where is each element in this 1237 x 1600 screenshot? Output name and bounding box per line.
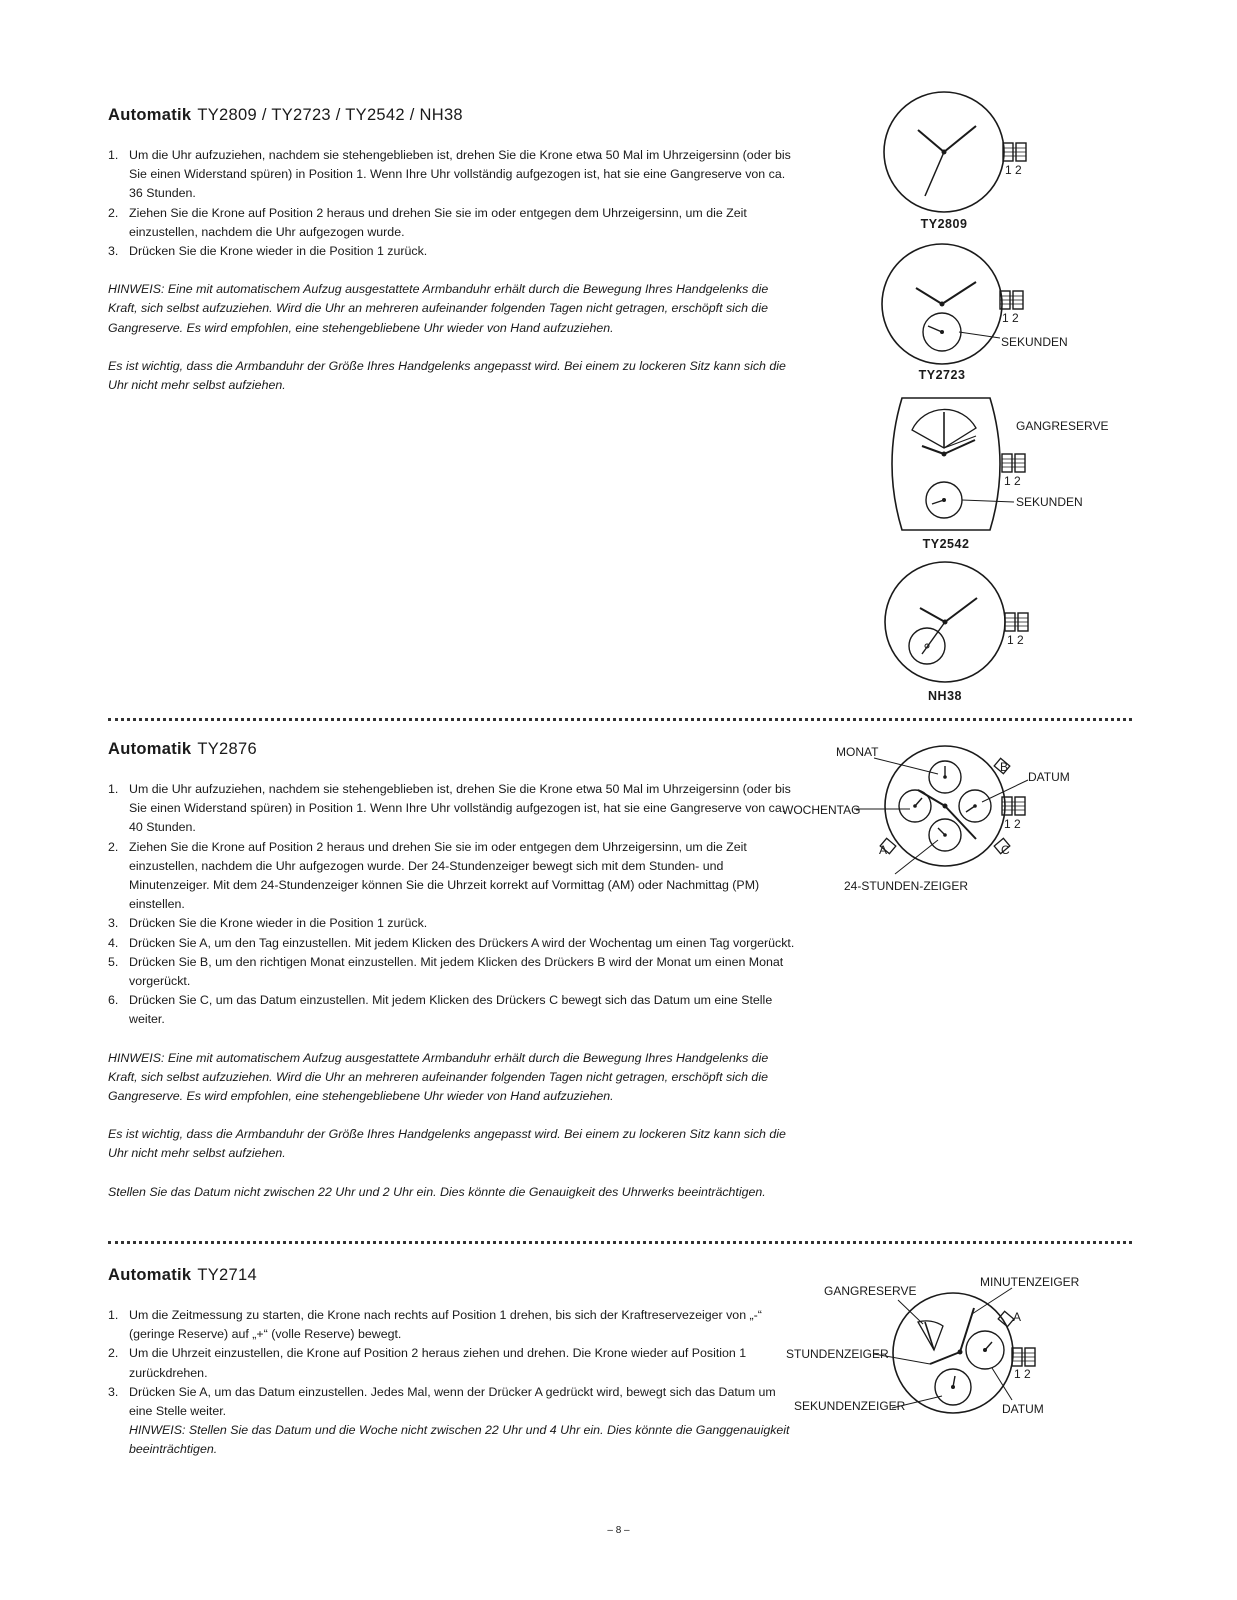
model-label-ty2809: TY2809 — [920, 217, 968, 231]
section3-models: TY2714 — [197, 1266, 257, 1284]
page-number: – 8 – — [607, 1525, 630, 1536]
watch-diagram-ty2723 — [870, 240, 1110, 390]
section3-text — [108, 1266, 798, 1460]
hour-hand — [918, 130, 944, 152]
section-divider — [108, 1241, 1132, 1244]
label-datum: DATUM — [1002, 1402, 1044, 1416]
crown-positions-label: 1 2 — [1004, 817, 1021, 831]
label-monat: MONAT — [836, 745, 879, 759]
leader-line-minutenzeiger — [972, 1288, 1012, 1314]
hour-hand — [916, 288, 942, 304]
section1-steps — [108, 146, 798, 261]
crown-positions-label: 1 2 — [1014, 1367, 1031, 1381]
section2-step: 2. Ziehen Sie die Krone auf Position 2 heraus und drehen Sie sie im oder entgegen dem Uhrzeigersinn, um die Zeit einzustellen, nachdem die Uhr aufgezogen wurde. Der 24-Stundenzeiger bewegt sich mit dem Stunden- und Minutenzeiger. Mit dem 24-Stundenzeiger können Sie die Uhrzeit korrekt auf Vormittag (AM) oder Nachmittag (PM) einstellen. — [108, 839, 760, 912]
crown-positions-label: 1 2 — [1007, 633, 1024, 647]
seconds-subdial-hand — [928, 326, 942, 332]
label-stundenzeiger: STUNDENZEIGER — [786, 1347, 889, 1361]
model-label-ty2542: TY2542 — [922, 537, 970, 551]
crown-icon — [1000, 291, 1023, 309]
label-pusher-a: A — [1013, 1310, 1022, 1324]
crown-positions-label: 1 2 — [1004, 474, 1021, 488]
label-24-stunden-zeiger: 24-STUNDEN-ZEIGER — [844, 879, 969, 893]
section2-step: 3. Drücken Sie die Krone wieder in die Position 1 zurück. — [108, 916, 428, 931]
label-wochentag: WOCHENTAG — [782, 803, 861, 817]
section-divider — [108, 718, 1132, 721]
label-minutenzeiger: MINUTENZEIGER — [980, 1275, 1080, 1289]
section2-text — [108, 740, 798, 1202]
hand-pivot — [943, 620, 948, 625]
hour-hand — [930, 1352, 960, 1364]
watch-diagram-ty2714 — [780, 1270, 1100, 1440]
watch-diagram-ty2809 — [870, 88, 1070, 238]
section2-step: 6. Drücken Sie C, um das Datum einzustellen. Mit jedem Klicken des Drückers C bewegt sich das Datum um eine Stelle weiter. — [108, 993, 773, 1027]
hand-pivot — [942, 452, 947, 457]
label-sekundenzeiger: SEKUNDENZEIGER — [794, 1399, 906, 1413]
section1-text — [108, 106, 798, 395]
section3-steps — [108, 1306, 798, 1460]
section1-models: TY2809 / TY2723 / TY2542 / NH38 — [197, 106, 463, 124]
leader-line-24h — [895, 840, 938, 874]
label-pusher-a: A — [879, 843, 888, 857]
watch-diagram-ty2542 — [870, 394, 1110, 554]
crown-icon — [1003, 143, 1026, 161]
section1-note-hinweis: HINWEIS: Eine mit automatischem Aufzug ausgestattete Armbanduhr erhält durch die Bewegung Ihres Handgelenks die Kraft, sich selbst aufzuziehen. Wird die Uhr an mehreren aufeinander folgenden Tagen nicht getragen, erschöpft sich die Gangreserve. Es wird empfohlen, eine stehengebliebene Uhr wieder von Hand aufzuziehen. — [108, 282, 769, 335]
section2-heading — [108, 740, 798, 759]
watch-diagram-ty2876 — [770, 736, 1090, 906]
label-gangreserve: GANGRESERVE — [824, 1284, 917, 1298]
hand-pivot — [942, 150, 947, 155]
section2-step: 5. Drücken Sie B, um den richtigen Monat einzustellen. Mit jedem Klicken des Drückers B wird der Monat um einen Monat vorgerückt. — [108, 954, 784, 989]
watch-diagram-nh38 — [870, 558, 1070, 708]
section3-brand: Automatik — [108, 1266, 192, 1284]
section2-note-date: Stellen Sie das Datum nicht zwischen 22 Uhr und 2 Uhr ein. Dies könnte die Genauigkeit des Uhrwerks beeinträchtigen. — [108, 1184, 766, 1199]
label-pusher-b: B — [1000, 760, 1009, 774]
section1-heading — [108, 106, 798, 125]
section2-steps — [108, 780, 798, 1030]
section1-brand: Automatik — [108, 106, 192, 124]
label-sekunden: SEKUNDEN — [1016, 495, 1083, 509]
section3-step: 3. Drücken Sie A, um das Datum einzustellen. Jedes Mal, wenn der Drücker A gedrückt wird, bewegt sich das Datum um eine Stelle weiter. HINWEIS: Stellen Sie das Datum und die Woche nicht zwischen 22 Uhr und 4 Uhr ein. Dies könnte die Ganggenauigkeit beeinträchtigen. — [108, 1383, 798, 1460]
section2-brand: Automatik — [108, 740, 192, 758]
seconds-hand — [922, 622, 945, 654]
crown-positions-label: 1 2 — [1002, 311, 1019, 325]
label-pusher-c: C — [1001, 843, 1010, 857]
section1-note-fit: Es ist wichtig, dass die Armbanduhr der Größe Ihres Handgelenks angepasst wird. Bei einem zu lockeren Sitz kann sich die Uhr nicht mehr selbst aufziehen. — [108, 358, 786, 393]
model-label-ty2723: TY2723 — [918, 368, 966, 382]
section2-step: 1. Um die Uhr aufzuziehen, nachdem sie stehengeblieben ist, drehen Sie die Krone etwa 50 Mal im Uhrzeigersinn (oder bis Sie einen Widerstand spüren) in Position 1. Wenn Ihre Uhr vollständig aufgezogen ist, hat sie eine Gangreserve von ca. 40 Stunden. — [108, 782, 791, 835]
minute-hand — [944, 126, 976, 152]
section2-step: 4. Drücken Sie A, um den Tag einzustellen. Mit jedem Klicken des Drückers A wird der Wochentag um einen Tag vorgerückt. — [108, 935, 795, 950]
watch-case — [893, 1293, 1013, 1413]
crown-positions-label: 1 2 — [1005, 163, 1022, 177]
watch-case-tonneau — [892, 398, 1000, 530]
hour-hand — [920, 608, 945, 622]
section2-note-hinweis: HINWEIS: Eine mit automatischem Aufzug ausgestattete Armbanduhr erhält durch die Bewegung Ihres Handgelenks die Kraft, sich selbst aufzuziehen. Wird die Uhr an mehreren aufeinander folgenden Tagen nicht getragen, erschöpft sich die Gangreserve. Es wird empfohlen, eine stehengebliebene Uhr wieder von Hand aufzuziehen. — [108, 1050, 769, 1104]
section1-step: 2. Ziehen Sie die Krone auf Position 2 heraus und drehen Sie sie im oder entgegen dem Uhrzeigersinn, um die Zeit einzustellen, nachdem die Uhr aufgezogen wurde. — [108, 205, 747, 239]
label-gangreserve: GANGRESERVE — [1016, 419, 1109, 433]
crown-icon — [1005, 613, 1028, 631]
power-reserve-indicator — [918, 1321, 943, 1350]
section2-models: TY2876 — [197, 740, 257, 758]
seconds-hand — [925, 152, 944, 196]
section1-step: 3. Drücken Sie die Krone wieder in die Position 1 zurück. — [108, 244, 428, 259]
label-sekunden: SEKUNDEN — [1001, 335, 1068, 349]
section3-step-note: HINWEIS: Stellen Sie das Datum und die Woche nicht zwischen 22 Uhr und 4 Uhr ein. Dies könnte die Ganggenauigkeit beeinträchtigen. — [129, 1423, 790, 1457]
crown-icon — [1012, 1348, 1035, 1366]
crown-icon — [1002, 454, 1025, 472]
section1-step: 1. Um die Uhr aufzuziehen, nachdem sie stehengeblieben ist, drehen Sie die Krone etwa 50 Mal im Uhrzeigersinn (oder bis Sie einen Widerstand spüren) in Position 1. Wenn Ihre Uhr vollständig aufgezogen ist, hat sie eine Gangreserve von ca. 36 Stunden. — [108, 148, 791, 201]
minute-hand — [942, 282, 976, 304]
hour-hand — [922, 446, 944, 454]
leader-line-sekunden — [962, 500, 1014, 502]
model-label-nh38: NH38 — [928, 689, 962, 703]
hand-pivot — [940, 302, 945, 307]
label-datum: DATUM — [1028, 770, 1070, 784]
minute-hand — [945, 598, 977, 622]
section2-note-fit: Es ist wichtig, dass die Armbanduhr der Größe Ihres Handgelenks angepasst wird. Bei einem zu lockeren Sitz kann sich die Uhr nicht mehr selbst aufziehen. — [108, 1127, 786, 1161]
section3-heading — [108, 1266, 798, 1285]
section3-step: 2. Um die Uhrzeit einzustellen, die Krone auf Position 2 heraus ziehen und drehen. Die Krone wieder auf Position 1 zurückdrehen. — [108, 1346, 747, 1380]
section3-step: 1. Um die Zeitmessung zu starten, die Krone nach rechts auf Position 1 drehen, bis sich der Kraftreservezeiger von „-“ (geringe Reserve) auf „+“ (volle Reserve) bewegt. — [108, 1308, 762, 1342]
